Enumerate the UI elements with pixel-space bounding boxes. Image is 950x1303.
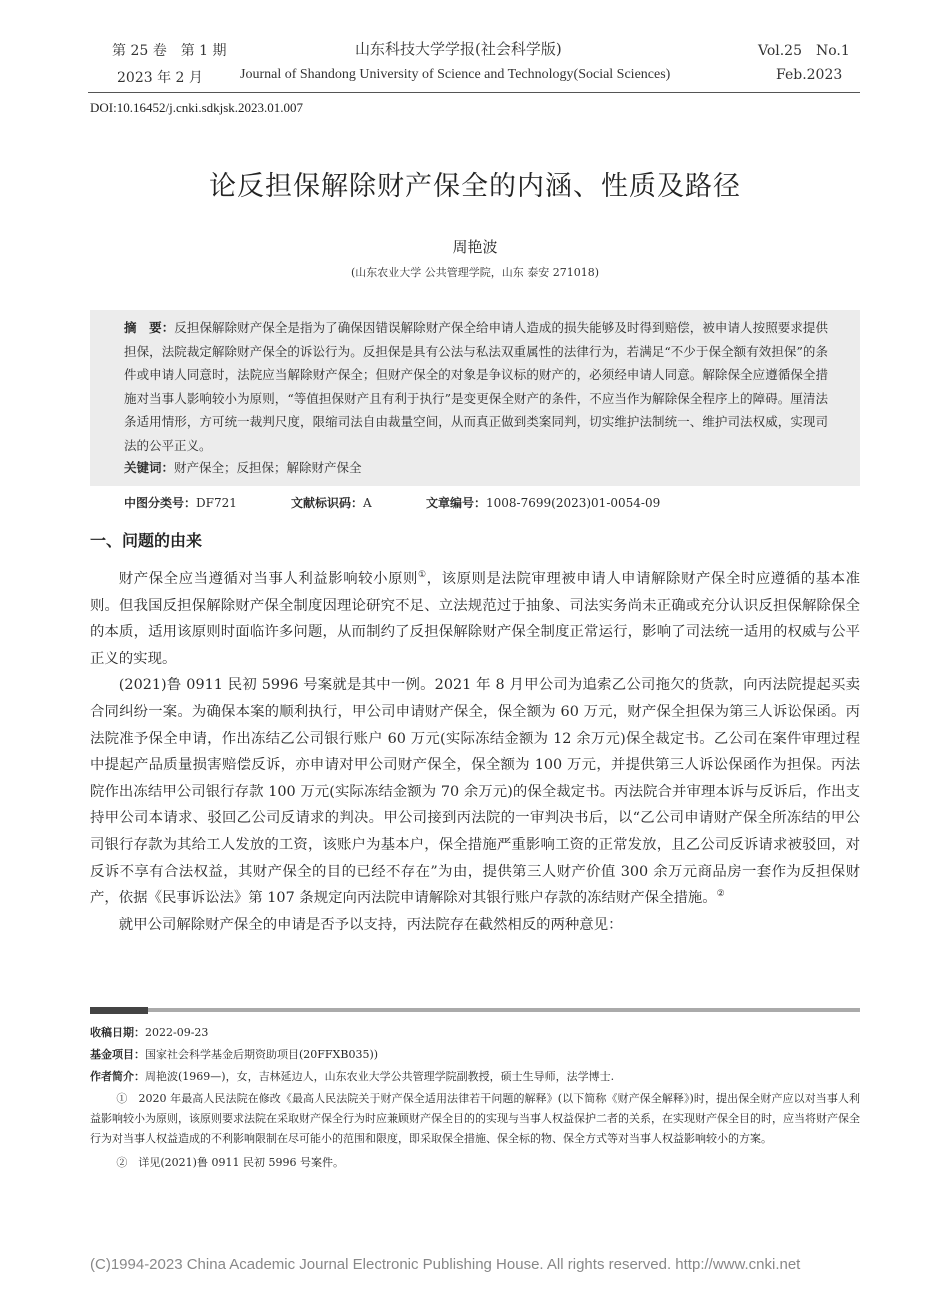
clc-number xyxy=(124,494,237,511)
author-bio xyxy=(90,1068,860,1084)
keywords-text: 财产保全；反担保；解除财产保全 xyxy=(174,460,362,475)
paragraph-1 xyxy=(90,566,860,672)
body-text xyxy=(90,566,860,938)
article-number xyxy=(426,494,660,511)
footnote-1-mark: ① xyxy=(116,1092,128,1105)
footnote-1 xyxy=(90,1089,860,1149)
journal-title-cn: 山东科技大学学报(社会科学版) xyxy=(355,40,562,58)
article-label: 文章编号： xyxy=(426,496,487,510)
keywords xyxy=(124,458,362,476)
footnote-2 xyxy=(90,1153,860,1173)
journal-title-en: Journal of Shandong University of Science and Technology(Social Sciences) xyxy=(240,67,671,82)
author-affiliation: (山东农业大学 公共管理学院，山东 泰安 271018) xyxy=(350,266,600,279)
keywords-label: 关键词： xyxy=(124,460,175,475)
footnote-ref-2: ② xyxy=(716,889,725,900)
paragraph-2 xyxy=(90,672,860,911)
footnote-1-text: 2020 年最高人民法院在修改《最高人民法院关于财产保全适用法律若干问题的解释》(以下简称《财产保全解释》)时，提出保全财产应以对当事人利益影响较小为原则，该原则要求法院在采取财产保全行为时应兼顾财产保全目的的实现与当事人权益保护二者的关系，在实现财产保全目的时，应当将财产保全行为对当事人权益造成的不利影响限制在尽可能小的范围和限度，即采取保全措施、保全标的物、保全方式等对当事人权益影响较小的方案。 xyxy=(90,1092,860,1145)
author-bio-label: 作者简介： xyxy=(90,1070,145,1083)
fund-label: 基金项目： xyxy=(90,1048,145,1061)
abstract-label: 摘 要： xyxy=(124,320,175,335)
footnote-rule-dark xyxy=(90,1007,148,1014)
doi: DOI:10.16452/j.cnki.sdkjsk.2023.01.007 xyxy=(90,100,304,115)
author-bio-value: 周艳波(1969—)，女，吉林延边人，山东农业大学公共管理学院副教授，硕士生导师，法学博士. xyxy=(145,1070,615,1083)
paragraph-3: 就甲公司解除财产保全的申请是否予以支持，丙法院存在截然相反的两种意见： xyxy=(118,916,623,933)
footnote-ref-1: ① xyxy=(418,570,427,581)
footnote-2-text: 详见(2021)鲁 0911 民初 5996 号案件。 xyxy=(138,1156,344,1169)
paragraph-2-text: (2021)鲁 0911 民初 5996 号案就是其中一例。2021 年 8 月甲公司为追索乙公司拖欠的货款，向丙法院提起买卖合同纠纷一案。为确保本案的顺利执行，甲公司申请财产保全，保全额为 60 万元，财产保全担保为第三人诉讼保函。丙法院准予保全申请，作出冻结乙公司银行账户 60 万元(实际冻结金额为 12 余万元)保全裁定书。乙公司在案件审理过程中提起产品质量损害赔偿反诉，亦申请对甲公司财产保全，保全额为 100 万元，并提供第三人诉讼保函作为担保。丙法院作出冻结甲公司银行存款 100 万元(实际冻结金额为 70 余万元)的保全裁定书。丙法院合并审理本诉与反诉后，作出支持甲公司本请求、驳回乙公司反请求的判决。甲公司接到丙法院的一审判决书后，以“乙公司申请财产保全所冻结的甲公司银行存款为其给工人发放的工资，该账户为基本户，保全措施严重影响工资的正常发放，且乙公司反诉请求被驳回，对反诉不享有合法权益，其财产保全的目的已经不存在”为由，提供第三人财产价值 300 余万元商品房一套作为反担保财产，依据《民事诉讼法》第 107 条规定向丙法院申请解除对其银行账户存款的冻结财产保全措施。 xyxy=(90,677,860,907)
received-value: 2022-09-23 xyxy=(145,1026,209,1039)
date-en: Feb.2023 xyxy=(776,67,843,83)
received-date xyxy=(90,1024,860,1040)
author-name: 周艳波 xyxy=(452,238,498,256)
doc-value: A xyxy=(363,496,372,510)
paragraph-1-part-b: ，该原则是法院审理被申请人申请解除财产保全时应遵循的基本准则。但我国反担保解除财产保全制度因理论研究不足、立法规范过于抽象、司法实务尚未正确或充分认识反担保解除保全的本质，适用该原则时面临许多问题，从而制约了反担保解除财产保全制度正常运行，影响了司法统一适用的权威与公平正义的实现。 xyxy=(90,571,860,667)
fund-value: 国家社会科学基金后期资助项目(20FFXB035)) xyxy=(145,1048,379,1061)
date-cn: 2023 年 2 月 xyxy=(117,70,203,86)
paragraph-1-part-a: 财产保全应当遵循对当事人利益影响较小原则 xyxy=(118,571,419,587)
received-label: 收稿日期： xyxy=(90,1026,145,1039)
abstract-text: 反担保解除财产保全是指为了确保因错误解除财产保全给申请人造成的损失能够及时得到赔偿，被申请人按照要求提供担保，法院裁定解除财产保全的诉讼行为。反担保是具有公法与私法双重属性的法律行为，若满足“不少于保全额有效担保”的条件或申请人同意时，法院应当解除财产保全；但财产保全的对象是争议标的财产的，必须经申请人同意。解除保全应遵循保全措施对当事人影响较小为原则，“等值担保财产且有利于执行”是变更保全财产的条件，不应当作为解除保全程序上的障碍。厘清法条适用情形，方可统一裁判尺度，限缩司法自由裁量空间，从而真正做到类案同判，切实维护法制统一、维护司法权威，实现司法的公平正义。 xyxy=(124,320,828,453)
footnote-rule-light xyxy=(148,1008,860,1012)
clc-value: DF721 xyxy=(196,496,237,510)
copyright-notice: (C)1994-2023 China Academic Journal Electronic Publishing House. All rights reserved. http://www.cnki.net xyxy=(90,1256,801,1273)
abstract xyxy=(124,316,828,458)
clc-label: 中图分类号： xyxy=(124,496,197,510)
volume-issue-en: Vol.25 No.1 xyxy=(758,43,850,59)
fund-project xyxy=(90,1046,860,1062)
footnote-2-mark: ② xyxy=(116,1156,128,1169)
doc-code xyxy=(291,494,372,511)
article-title: 论反担保解除财产保全的内涵、性质及路径 xyxy=(209,171,741,202)
section-heading: 一、问题的由来 xyxy=(90,531,203,550)
doc-label: 文献标识码： xyxy=(291,496,364,510)
header-rule xyxy=(88,92,860,93)
volume-issue-cn: 第 25 卷 第 1 期 xyxy=(112,43,227,59)
footnotes xyxy=(90,1089,860,1173)
article-value: 1008-7699(2023)01-0054-09 xyxy=(486,496,661,510)
